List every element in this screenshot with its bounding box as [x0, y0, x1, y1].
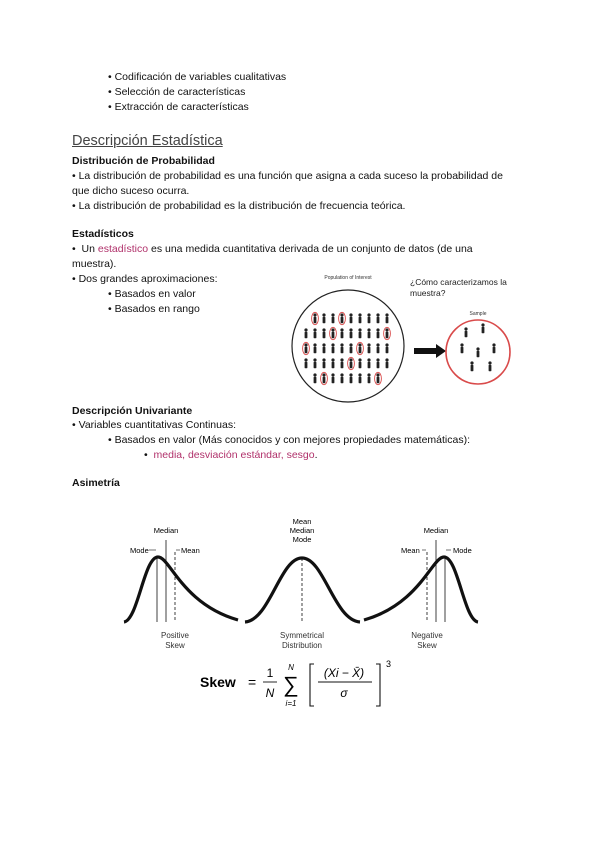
section-title: Descripción Estadística	[72, 133, 223, 149]
person-icon	[340, 328, 343, 331]
person-icon	[349, 313, 352, 316]
person-icon	[304, 358, 307, 361]
person-icon	[331, 373, 334, 376]
person-icon	[331, 358, 334, 361]
person-icon	[349, 328, 352, 331]
person-icon	[376, 343, 379, 346]
formula-sum-bottom: i=1	[285, 699, 297, 708]
population-label: Population of Interest	[324, 275, 372, 281]
univariante-heading: Descripción Univariante	[72, 405, 193, 417]
person-icon	[313, 313, 316, 316]
person-icon	[367, 313, 370, 316]
left-bracket	[310, 664, 314, 706]
asimetria-heading: Asimetría	[72, 477, 120, 489]
arrow-icon	[414, 344, 446, 358]
symmetric-mode-label: Mode	[292, 535, 312, 544]
estadisticos-line2: muestra).	[72, 258, 117, 270]
person-icon	[358, 358, 361, 361]
negative-caption1: Negative	[411, 631, 443, 640]
person-icon	[322, 343, 325, 346]
formula-denominator: σ	[340, 686, 348, 700]
person-icon	[385, 343, 388, 346]
person-icon	[358, 373, 361, 376]
positive-mean-label: Mean	[181, 546, 200, 555]
person-icon	[376, 358, 379, 361]
estadisticos-sub-1: • Basados en valor	[108, 288, 196, 300]
negative-median-label: Median	[423, 526, 449, 535]
dist-prob-heading: Distribución de Probabilidad	[72, 155, 215, 167]
right-bracket	[376, 664, 380, 706]
symmetric-caption1: Symmetrical	[279, 631, 325, 640]
positive-caption1: Positive	[160, 631, 190, 640]
positive-curve	[124, 557, 238, 622]
formula-sum-top: N	[288, 663, 294, 672]
positive-skew-panel	[124, 526, 238, 650]
formula-power: 3	[386, 659, 392, 669]
person-icon	[322, 358, 325, 361]
person-icon	[340, 313, 343, 316]
positive-caption2: Skew	[165, 641, 185, 650]
estadistico-term: estadístico	[97, 243, 149, 255]
univariante-sub: • Basados en valor (Más conocidos y con mejores propiedades matemáticas):	[108, 434, 470, 446]
person-icon	[367, 328, 370, 331]
person-icon	[385, 313, 388, 316]
univariante-measures: media, desviación estándar, sesgo	[153, 449, 315, 461]
negative-curve	[364, 557, 478, 622]
positive-median-label: Median	[153, 526, 179, 535]
univariante-line1: • Variables cuantitativas Continuas:	[72, 419, 236, 431]
person-icon	[488, 361, 491, 364]
estadisticos-dos: • Dos grandes aproximaciones:	[72, 273, 218, 285]
symmetric-panel	[245, 517, 360, 650]
sampling-figure	[290, 268, 535, 416]
person-icon	[313, 343, 316, 346]
negative-mean-label: Mean	[401, 546, 420, 555]
symmetric-curve	[245, 558, 360, 622]
person-icon	[358, 343, 361, 346]
person-icon	[340, 358, 343, 361]
question-line2: muestra?	[410, 288, 446, 298]
formula-N: N	[265, 686, 275, 700]
person-icon	[349, 343, 352, 346]
person-icon	[492, 343, 495, 346]
person-icon	[340, 373, 343, 376]
person-icon	[331, 328, 334, 331]
person-icon	[476, 347, 479, 350]
person-icon	[376, 373, 379, 376]
person-icon	[340, 343, 343, 346]
question-line1: ¿Cómo caracterizamos la	[410, 277, 507, 287]
person-icon	[358, 328, 361, 331]
person-icon	[304, 328, 307, 331]
person-icon	[322, 328, 325, 331]
person-icon	[349, 358, 352, 361]
intro-item-3: • Extracción de características	[108, 101, 249, 113]
estadisticos-heading: Estadísticos	[72, 228, 134, 240]
person-icon	[460, 343, 463, 346]
negative-caption2: Skew	[417, 641, 437, 650]
dist-prob-p2: • La distribución de probabilidad es la distribución de frecuencia teórica.	[72, 200, 405, 212]
estadisticos-sub-2: • Basados en rango	[108, 303, 200, 315]
person-icon	[313, 373, 316, 376]
person-icon	[367, 358, 370, 361]
person-icon	[376, 328, 379, 331]
symmetric-mean-label: Mean	[292, 517, 312, 526]
sample-label: Sample	[469, 311, 487, 317]
skew-figure	[120, 512, 482, 658]
person-icon	[376, 313, 379, 316]
estadisticos-line1	[72, 243, 473, 255]
formula-equals: =	[248, 674, 257, 690]
person-icon	[385, 358, 388, 361]
person-icon	[367, 373, 370, 376]
estadisticos-un: Un	[81, 243, 95, 255]
person-icon	[313, 358, 316, 361]
person-icon	[470, 361, 473, 364]
symmetric-median-label: Median	[289, 526, 315, 535]
intro-item-1: • Codificación de variables cualitativas	[108, 71, 286, 83]
sum-icon: ∑	[283, 672, 299, 697]
formula-label: Skew	[200, 674, 236, 690]
person-icon	[349, 373, 352, 376]
person-icon	[367, 343, 370, 346]
person-icon	[358, 313, 361, 316]
negative-mode-label: Mode	[453, 546, 472, 555]
dist-prob-p1-line1: • La distribución de probabilidad es una función que asigna a cada suceso la probabilidad de	[72, 170, 503, 182]
person-icon	[331, 313, 334, 316]
person-icon	[331, 343, 334, 346]
person-icon	[313, 328, 316, 331]
intro-item-2: • Selección de características	[108, 86, 245, 98]
estadisticos-rest: es una medida cuantitativa derivada de un conjunto de datos (de una	[151, 243, 473, 255]
negative-skew-panel	[364, 526, 478, 650]
person-icon	[464, 327, 467, 330]
univariante-measures-line	[144, 449, 318, 461]
formula-numerator: (Xi − X̄)	[323, 666, 365, 680]
univariante-period: .	[314, 449, 318, 461]
positive-mode-label: Mode	[130, 546, 149, 555]
person-icon	[304, 343, 307, 346]
person-icon	[322, 313, 325, 316]
symmetric-caption2: Distribution	[281, 641, 323, 650]
dist-prob-p1-line2: que dicho suceso ocurra.	[72, 185, 190, 197]
skew-formula	[196, 656, 406, 714]
person-icon	[322, 373, 325, 376]
person-icon	[385, 328, 388, 331]
person-icon	[481, 323, 484, 326]
formula-one: 1	[266, 666, 274, 680]
